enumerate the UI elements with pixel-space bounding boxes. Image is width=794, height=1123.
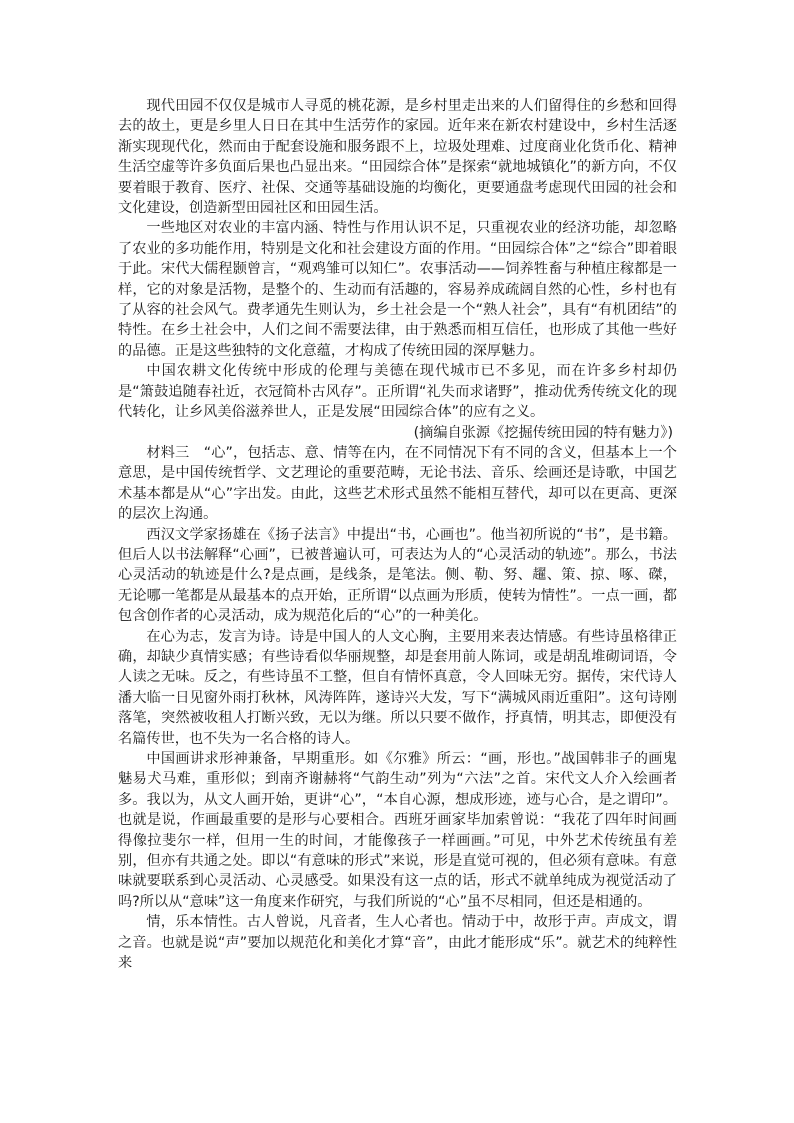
paragraph-4: 材料三 “心”，包括志、意、情等在内，在不同情况下有不同的含义，但基本上一个意思，是中国传统哲学、文艺理论的重要范畴，无论书法、音乐、绘画还是诗歌，中国艺术基本都是从“心”字出发。由此，这些艺术形式虽然不能相互替代，却可以在更高、更深的层次上沟通。 — [118, 444, 677, 523]
paragraph-7: 中国画讲求形神兼备，早期重形。如《尔雅》所云：“画，形也。”战国韩非子的画鬼魅易犬马难，重形似；到南齐谢赫将“气韵生动”列为“六法”之首。宋代文人介入绘画者多。我以为，从文人画开始，更讲“心”，“本自心源，想成形迹，迹与心合，是之谓印”。也就是说，作画最重要的是形与心要相合。西班牙画家毕加索曾说：“我花了四年时间画得像拉斐尔一样，但用一生的时间，才能像孩子一样画画。”可见，中外艺术传统虽有差别，但亦有共通之处。即以“有意味的形式”来说，形是直觉可视的，但必须有意味。有意味就要联系到心灵活动、心灵感受。如果没有这一点的话，形式不就单纯成为视觉活动了吗?所以从“意味”这一角度来作研究，与我们所说的“心”虽不尽相同，但还是相通的。 — [118, 751, 677, 910]
paragraph-3: 中国农耕文化传统中形成的伦理与美德在现代城市已不多见，而在许多乡村却仍是“箫鼓追随春社近，衣冠简朴古风存”。正所谓“礼失而求诸野”，推动优秀传统文化的现代转化，让乡风美俗滋养世人，正是发展“田园综合体”的应有之义。 — [118, 363, 677, 421]
paragraph-2: 一些地区对农业的丰富内涵、特性与作用认识不足，只重视农业的经济功能，却忽略了农业的多功能作用，特别是文化和社会建设方面的作用。“田园综合体”之“综合”即着眼于此。宋代大儒程颢曾言，“观鸡雏可以知仁”。农事活动——饲养牲畜与种植庄稼都是一样，它的对象是活物，是整个的、生动而有活趣的，容易养成疏阔自然的心性，乡村也有了从容的社会风气。费孝通先生则认为，乡土社会是一个“熟人社会”，具有“有机团结”的特性。在乡土社会中，人们之间不需要法律，由于熟悉而相互信任，也形成了其他一些好的品德。正是这些独特的文化意蕴，才构成了传统田园的深厚魅力。 — [118, 220, 677, 359]
paragraph-6: 在心为志，发言为诗。诗是中国人的人文心胸，主要用来表达情感。有些诗虽格律正确，却缺少真情实感；有些诗看似华丽规整，却是套用前人陈词，或是胡乱堆砌词语，令人读之无味。反之，有些诗虽不工整，但自有情怀真意，令人回味无穷。据传，宋代诗人潘大临一日见窗外雨打秋林，风涛阵阵，遂诗兴大发，写下“满城风雨近重阳”。这句诗刚落笔，突然被收租人打断兴致，无以为继。所以只要不做作，抒真情，明其志，即便没有名篇传世，也不失为一名合格的诗人。 — [118, 628, 677, 747]
document-page — [118, 96, 677, 973]
paragraph-5: 西汉文学家扬雄在《扬子法言》中提出“书，心画也”。他当初所说的“书”，是书籍。但后人以书法解释“心画”，已被普遍认可，可表达为人的“心灵活动的轨迹”。那么，书法心灵活动的轨迹是什么?是点画，是线条，是笔法。侧、勒、努、趯、策、掠、啄、磔，无论哪一笔都是从最基本的点开始，正所谓“以点画为形质，使转为情性”。一点一画，都包含创作者的心灵活动，成为规范化后的“心”的一种美化。 — [118, 526, 677, 625]
paragraph-1: 现代田园不仅仅是城市人寻觅的桃花源，是乡村里走出来的人们留得住的乡愁和回得去的故土，更是乡里人日日在其中生活劳作的家园。近年来在新农村建设中，乡村生活逐渐实现现代化，然而由于配套设施和服务跟不上，垃圾处理难、过度商业化货币化、精神生活空虚等许多负面后果也凸显出来。“田园综合体”是探索“就地城镇化”的新方向，不仅要着眼于教育、医疗、社保、交通等基础设施的均衡化，更要通盘考虑现代田园的社会和文化建设，创造新型田园社区和田园生活。 — [118, 98, 677, 217]
source-citation: (摘编自张源《挖掘传统田园的特有魅力》) — [413, 424, 673, 441]
paragraph-8: 情，乐本情性。古人曾说，凡音者，生人心者也。情动于中，故形于声。声成文，谓之音。也就是说“声”要加以规范化和美化才算“音”，由此才能形成“乐”。就艺术的纯粹性来 — [118, 914, 677, 972]
